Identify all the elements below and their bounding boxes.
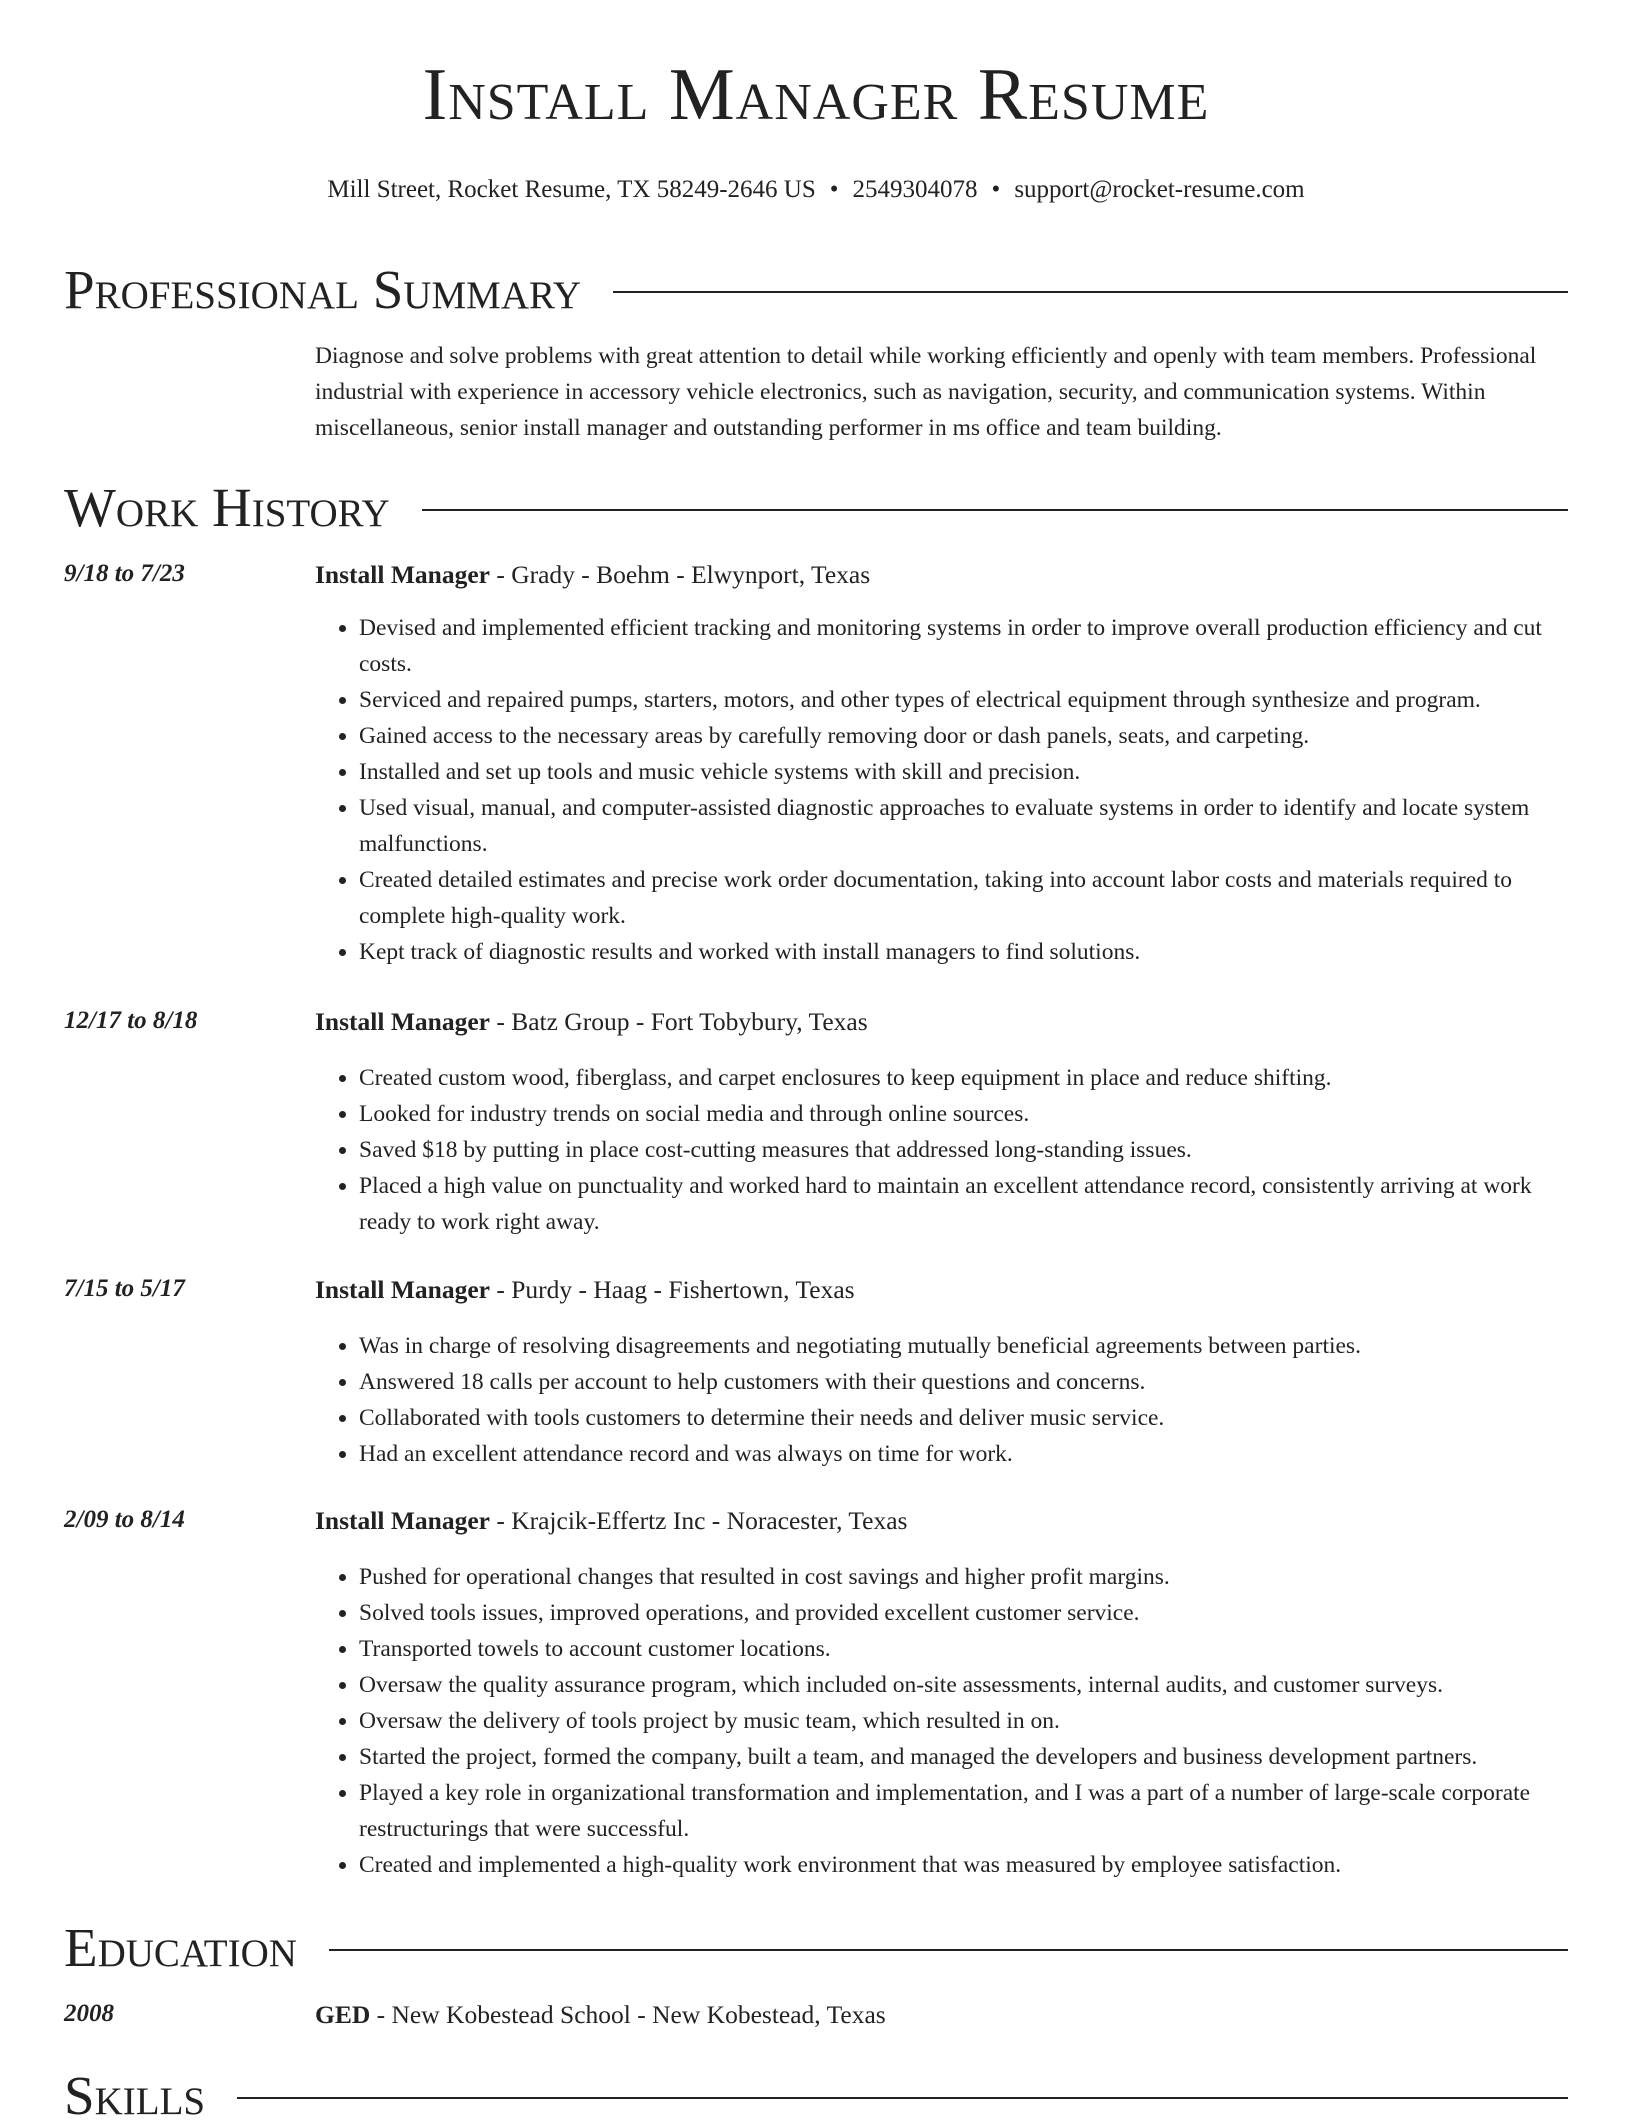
education-school: New Kobestead School (391, 2000, 631, 2029)
job-bullet: • Placed a high value on punctuality and worked hard to maintain an excellent attendance record, consistently arriving at work ready to work right away. (359, 1168, 1568, 1240)
job-company: Krajcik-Effertz Inc (511, 1506, 706, 1535)
job-title: Install Manager (315, 1275, 490, 1304)
job-company: Grady - Boehm (511, 560, 670, 589)
email: support@rocket-resume.com (1014, 176, 1305, 203)
education-heading: GED - New Kobestead School - New Kobestead, Texas (315, 2000, 886, 2029)
job-dates: 7/15 to 5/17 (64, 1275, 185, 1302)
job-bullet: • Answered 18 calls per account to help customers with their questions and concerns. (359, 1364, 1568, 1400)
job-bullet: • Had an excellent attendance record and was always on time for work. (359, 1436, 1568, 1472)
job-dates: 2/09 to 8/14 (64, 1506, 185, 1533)
summary-section-header (64, 259, 1568, 320)
job-bullets (315, 610, 1568, 970)
job-bullets (315, 1060, 1568, 1240)
job-dates: 9/18 to 7/23 (64, 560, 185, 587)
job-bullet: • Saved $18 by putting in place cost-cutting measures that addressed long-standing issues. (359, 1132, 1568, 1168)
address: Mill Street, Rocket Resume, TX 58249-2646 US (327, 176, 816, 203)
job-bullets (315, 1559, 1568, 1883)
job-bullet: • Played a key role in organizational transformation and implementation, and I was a part of a number of large-scale corporate restructurings that were successful. (359, 1775, 1568, 1847)
job-bullet: • Devised and implemented efficient tracking and monitoring systems in order to improve overall production efficiency and cut costs. (359, 610, 1568, 682)
job-bullet: • Created detailed estimates and precise work order documentation, taking into account labor costs and materials required to complete high-quality work. (359, 862, 1568, 934)
section-title: Education (64, 1917, 297, 1978)
job-bullet: • Serviced and repaired pumps, starters, motors, and other types of electrical equipment through synthesize and program. (359, 682, 1568, 718)
job-dates: 12/17 to 8/18 (64, 1007, 198, 1034)
section-title: Skills (64, 2065, 206, 2126)
separator-dot: • (991, 176, 1001, 203)
job-bullet: • Gained access to the necessary areas by carefully removing door or dash panels, seats, and carpeting. (359, 718, 1568, 754)
job-bullet: • Collaborated with tools customers to determine their needs and deliver music service. (359, 1400, 1568, 1436)
job-bullet: • Installed and set up tools and music vehicle systems with skill and precision. (359, 754, 1568, 790)
section-rule (329, 1949, 1568, 1951)
job-bullet: • Created custom wood, fiberglass, and carpet enclosures to keep equipment in place and reduce shifting. (359, 1060, 1568, 1096)
job-bullet: • Used visual, manual, and computer-assisted diagnostic approaches to evaluate systems in order to identify and locate system malfunctions. (359, 790, 1568, 862)
education-location: New Kobestead, Texas (652, 2000, 886, 2029)
job-bullet: • Transported towels to account customer locations. (359, 1631, 1568, 1667)
job-bullets (315, 1328, 1568, 1472)
section-rule (422, 509, 1568, 511)
job-location: Noracester, Texas (726, 1506, 908, 1535)
separator-dot: • (829, 176, 839, 203)
job-title: Install Manager (315, 1506, 490, 1535)
job-bullet: • Oversaw the delivery of tools project by music team, which resulted in on. (359, 1703, 1568, 1739)
resume-title: Install Manager Resume (422, 54, 1210, 136)
job-heading: Install Manager - Krajcik-Effertz Inc - Noracester, Texas (315, 1506, 908, 1535)
education-section-header (64, 1917, 1568, 1978)
job-location: Fishertown, Texas (668, 1275, 855, 1304)
job-bullet: • Pushed for operational changes that resulted in cost savings and higher profit margins. (359, 1559, 1568, 1595)
section-rule (613, 291, 1568, 293)
job-bullet: • Created and implemented a high-quality work environment that was measured by employee satisfaction. (359, 1847, 1568, 1883)
job-heading: Install Manager - Grady - Boehm - Elwynport, Texas (315, 560, 871, 589)
job-bullet: • Started the project, formed the company, built a team, and managed the developers and business development partners. (359, 1739, 1568, 1775)
job-title: Install Manager (315, 560, 490, 589)
job-bullet: • Kept track of diagnostic results and worked with install managers to find solutions. (359, 934, 1568, 970)
job-bullet: • Solved tools issues, improved operations, and provided excellent customer service. (359, 1595, 1568, 1631)
job-location: Fort Tobybury, Texas (650, 1007, 868, 1036)
section-title: Work History (64, 477, 390, 538)
job-title: Install Manager (315, 1007, 490, 1036)
job-heading: Install Manager - Purdy - Haag - Fishertown, Texas (315, 1275, 855, 1304)
job-location: Elwynport, Texas (691, 560, 871, 589)
education-degree: GED (315, 2000, 371, 2029)
education-year: 2008 (64, 2000, 114, 2027)
contact-line (0, 176, 1632, 204)
job-company: Purdy - Haag (511, 1275, 648, 1304)
summary-text: Diagnose and solve problems with great attention to detail while working efficiently and openly with team members. Professional industrial with experience in accessory vehicle electronics, such as navigation, security, and communication systems. Within miscellaneous, senior install manager and outstanding performer in ms office and team building. (315, 343, 1537, 441)
job-bullet: • Looked for industry trends on social media and through online sources. (359, 1096, 1568, 1132)
job-bullet: • Oversaw the quality assurance program, which included on-site assessments, internal audits, and customer surveys. (359, 1667, 1568, 1703)
job-bullet: • Was in charge of resolving disagreements and negotiating mutually beneficial agreements between parties. (359, 1328, 1568, 1364)
skills-section-header (64, 2065, 1568, 2126)
section-rule (237, 2097, 1568, 2099)
work-history-section-header (64, 477, 1568, 538)
job-heading: Install Manager - Batz Group - Fort Tobybury, Texas (315, 1007, 868, 1036)
phone: 2549304078 (852, 176, 978, 203)
job-company: Batz Group (511, 1007, 630, 1036)
section-title: Professional Summary (64, 259, 582, 320)
